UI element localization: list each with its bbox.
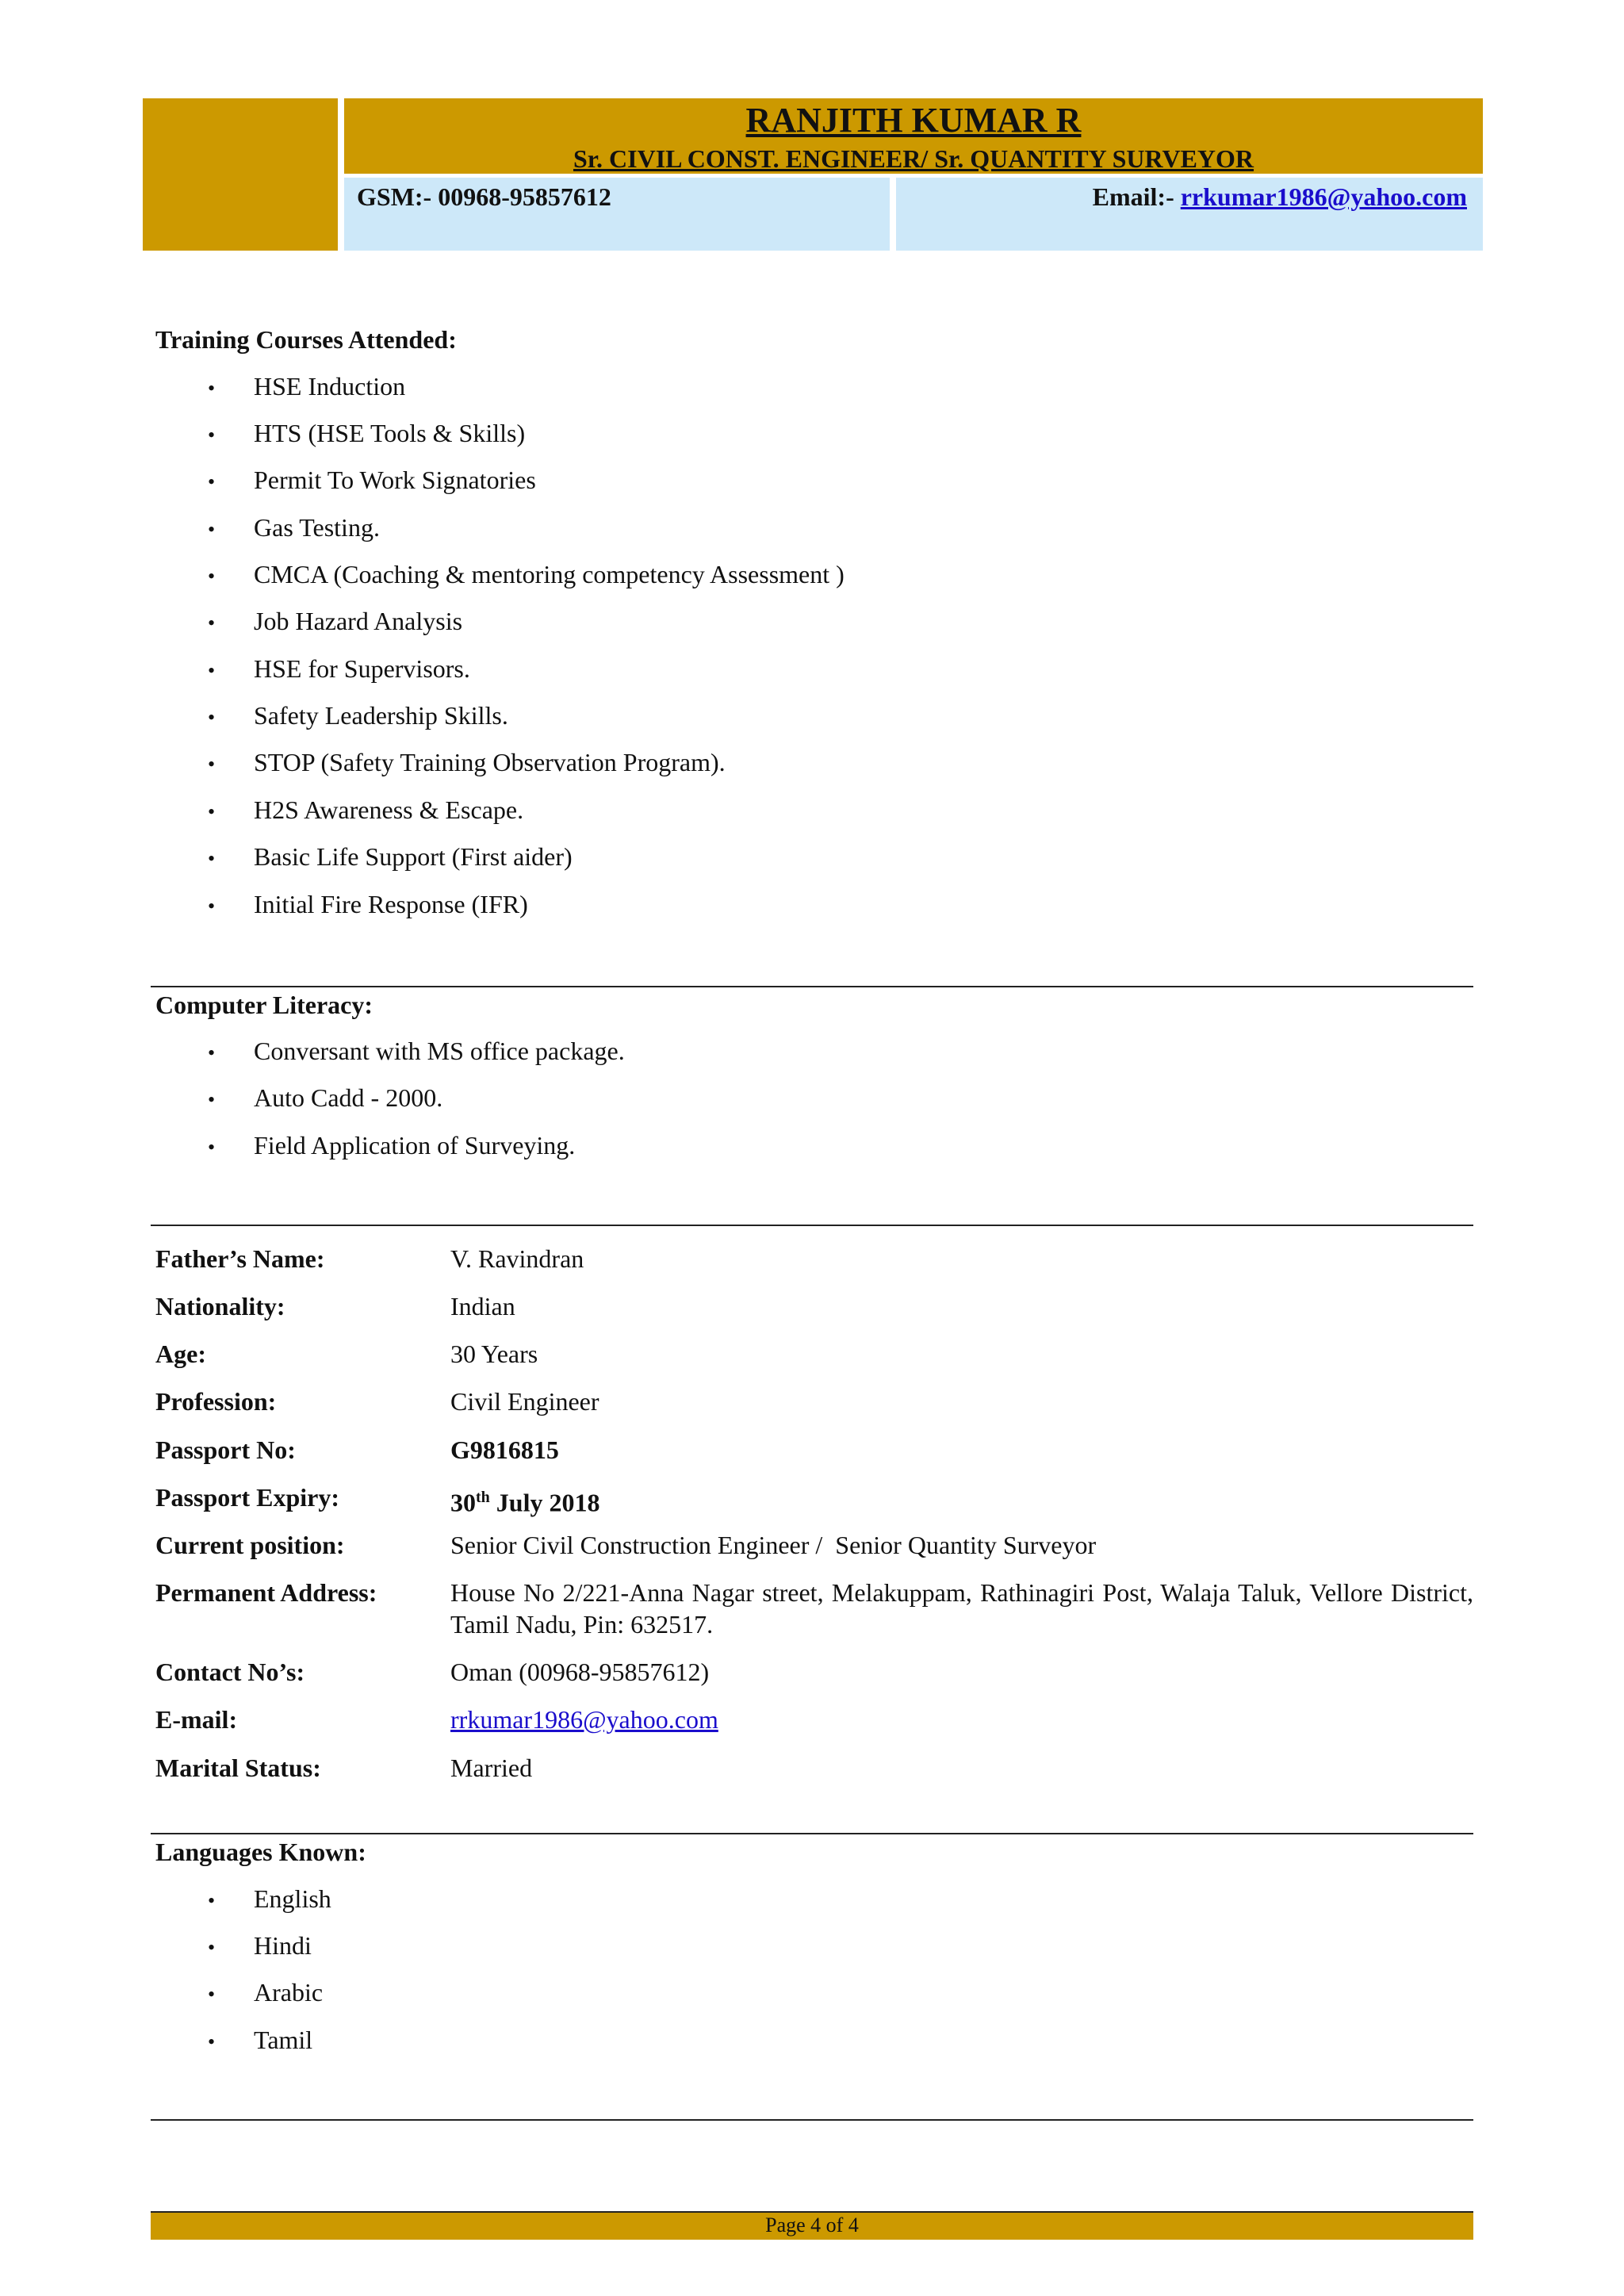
marital-status-label: Marital Status: xyxy=(155,1754,321,1782)
marital-status-value: Married xyxy=(450,1754,533,1782)
section-divider xyxy=(151,2119,1473,2121)
header-email-line xyxy=(1093,181,1467,213)
candidate-title: Sr. CIVIL CONST. ENGINEER/ Sr. QUANTITY SURVEYOR xyxy=(573,144,1254,173)
training-section-title: Training Courses Attended: xyxy=(155,325,457,354)
address-label: Permanent Address: xyxy=(155,1578,377,1607)
passport-no-label: Passport No: xyxy=(155,1435,296,1464)
section-divider xyxy=(151,986,1473,987)
list-item-text: Field Application of Surveying. xyxy=(254,1131,576,1159)
expiry-month-year: July 2018 xyxy=(489,1488,600,1517)
list-item-text: English xyxy=(254,1884,331,1913)
list-item: • Gas Testing. xyxy=(208,513,380,542)
list-item: • Basic Life Support (First aider) xyxy=(208,842,573,871)
list-item: • CMCA (Coaching & mentoring competency Assessment ) xyxy=(208,560,845,588)
list-item-text: CMCA (Coaching & mentoring competency Assessment ) xyxy=(254,560,845,588)
list-item: • Safety Leadership Skills. xyxy=(208,701,508,730)
list-item-text: HSE Induction xyxy=(254,372,406,401)
list-item: • H2S Awareness & Escape. xyxy=(208,795,524,824)
list-item: • Conversant with MS office package. xyxy=(208,1037,625,1065)
contact-label: Contact No’s: xyxy=(155,1658,305,1686)
list-item: • Tamil xyxy=(208,2026,313,2054)
list-item-text: Job Hazard Analysis xyxy=(254,607,463,635)
email-label: Email:- xyxy=(1092,182,1174,211)
list-item: • HTS (HSE Tools & Skills) xyxy=(208,419,526,447)
list-item: • Hindi xyxy=(208,1931,312,1960)
profession-value: Civil Engineer xyxy=(450,1387,599,1416)
list-item-text: Safety Leadership Skills. xyxy=(254,701,508,730)
candidate-name: RANJITH KUMAR R xyxy=(745,101,1082,140)
passport-expiry-label: Passport Expiry: xyxy=(155,1483,339,1512)
list-item: • English xyxy=(208,1884,331,1913)
profession-label: Profession: xyxy=(155,1387,277,1416)
list-item-text: STOP (Safety Training Observation Program). xyxy=(254,748,726,776)
list-item-text: Permit To Work Signatories xyxy=(254,466,536,494)
list-item-text: HSE for Supervisors. xyxy=(254,654,470,683)
nationality-value: Indian xyxy=(450,1292,515,1320)
expiry-day-suffix: th xyxy=(476,1489,490,1506)
languages-section-title: Languages Known: xyxy=(155,1838,366,1866)
list-item-text: HTS (HSE Tools & Skills) xyxy=(254,419,526,447)
list-item: • Permit To Work Signatories xyxy=(208,466,536,494)
header-gold-block xyxy=(143,98,338,251)
list-item: • HSE Induction xyxy=(208,372,406,401)
list-item: • Initial Fire Response (IFR) xyxy=(208,890,528,918)
passport-expiry-value xyxy=(450,1481,599,1519)
list-item: • STOP (Safety Training Observation Program). xyxy=(208,748,726,776)
fathers-name-value: V. Ravindran xyxy=(450,1244,584,1273)
list-item-text: Basic Life Support (First aider) xyxy=(254,842,573,871)
email-value xyxy=(450,1704,718,1735)
list-item: • Job Hazard Analysis xyxy=(208,607,463,635)
address-value: House No 2/221-Anna Nagar street, Melakuppam, Rathinagiri Post, Walaja Taluk, Vellore District, Tamil Nadu, Pin: 632517. xyxy=(450,1578,1473,1639)
age-label: Age: xyxy=(155,1340,206,1368)
page-number: Page 4 of 4 xyxy=(765,2214,859,2237)
list-item: • Arabic xyxy=(208,1978,324,2007)
list-item-text: Hindi xyxy=(254,1931,312,1960)
list-item: • Field Application of Surveying. xyxy=(208,1131,576,1159)
nationality-label: Nationality: xyxy=(155,1292,285,1320)
list-item-text: Arabic xyxy=(254,1978,324,2007)
list-item-text: Conversant with MS office package. xyxy=(254,1037,625,1065)
list-item-text: Gas Testing. xyxy=(254,513,380,542)
list-item: • HSE for Supervisors. xyxy=(208,654,470,683)
contact-value: Oman (00968-95857612) xyxy=(450,1658,710,1686)
age-value: 30 Years xyxy=(450,1340,538,1368)
email-label-row: E-mail: xyxy=(155,1705,238,1734)
email-link[interactable]: rrkumar1986@yahoo.com xyxy=(450,1705,718,1734)
list-item-text: Tamil xyxy=(254,2026,313,2054)
passport-no-value: G9816815 xyxy=(450,1435,559,1464)
list-item-text: Auto Cadd - 2000. xyxy=(254,1083,443,1112)
header-email-link[interactable]: rrkumar1986@yahoo.com xyxy=(1180,182,1467,211)
list-item: • Auto Cadd - 2000. xyxy=(208,1083,443,1112)
expiry-day: 30 xyxy=(450,1488,476,1517)
gsm-number: GSM:- 00968-95857612 xyxy=(357,182,611,211)
current-position-label: Current position: xyxy=(155,1531,345,1559)
current-position-value: Senior Civil Construction Engineer / Senior Quantity Surveyor xyxy=(450,1531,1097,1559)
computer-section-title: Computer Literacy: xyxy=(155,991,373,1019)
list-item-text: Initial Fire Response (IFR) xyxy=(254,890,528,918)
list-item-text: H2S Awareness & Escape. xyxy=(254,795,524,824)
section-divider xyxy=(151,1833,1473,1834)
section-divider xyxy=(151,1225,1473,1226)
fathers-name-label: Father’s Name: xyxy=(155,1244,325,1273)
